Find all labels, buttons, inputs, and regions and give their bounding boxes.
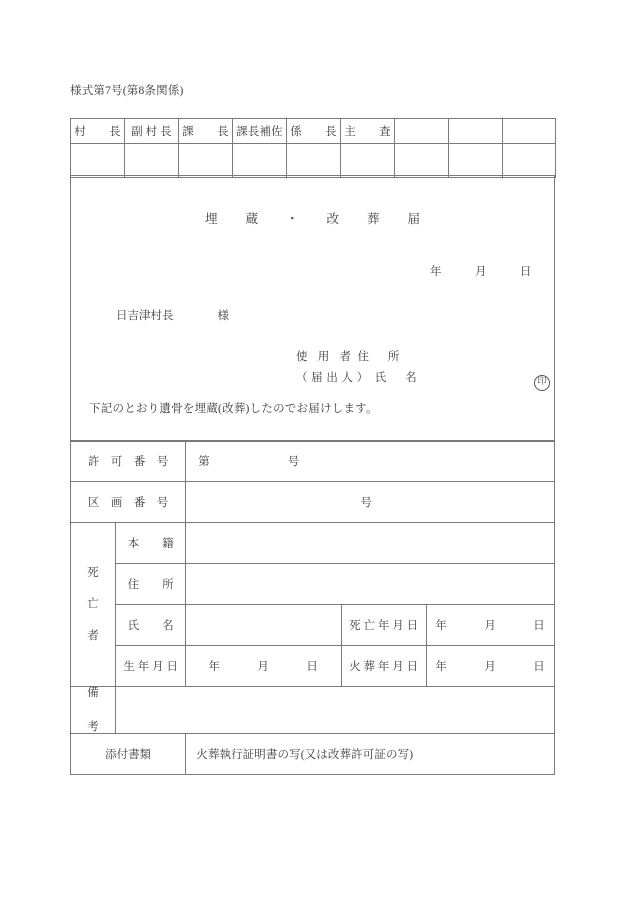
attachments-label: 添付書類 (71, 734, 186, 775)
approval-stamp-cell-3[interactable] (179, 144, 233, 178)
date-month-label: 月 (474, 266, 488, 278)
remarks-label-char-2: 考 (87, 721, 99, 734)
seal-mark-character: 印 (534, 375, 550, 391)
applicant-user-label: 使 用 者 (296, 351, 355, 363)
applicant-address-row (296, 347, 420, 368)
table-row-deceased-address (71, 564, 555, 605)
approval-header-blank-3 (503, 119, 556, 144)
deceased-label-char-1: 死 (87, 567, 99, 580)
letter-cell (71, 176, 555, 442)
remarks-label-char-1: 備 (87, 687, 99, 699)
table-row-deceased-name (71, 605, 555, 646)
applicant-address-label: 住 所 (357, 351, 404, 363)
cremation-date-year-label: 年 (435, 661, 448, 673)
approval-stamp-cell-6[interactable] (341, 144, 395, 178)
approval-header-son-cho: 村 長 (71, 119, 125, 144)
page-title: 埋 蔵 ・ 改 葬 届 (204, 212, 428, 226)
approval-stamp-cell-4[interactable] (233, 144, 287, 178)
attachments-value: 火葬執行証明書の写(又は改葬許可証の写) (196, 749, 414, 762)
deceased-label-char-2: 亡 (87, 598, 99, 611)
table-row-remarks (71, 687, 555, 734)
permit-number-suffix: 号 (287, 456, 300, 468)
approval-header-ka-cho-hosa: 課長補佐 (233, 119, 287, 144)
attachments-value-cell (186, 734, 555, 775)
table-row (71, 144, 556, 178)
approval-stamp-cell-7[interactable] (395, 144, 449, 178)
approval-header-blank-1 (395, 119, 449, 144)
cremation-date-month-label: 月 (484, 661, 497, 673)
declaration-statement: 下記のとおり遺骨を埋蔵(改葬)したのでお届けします。 (89, 403, 378, 415)
table-row-permit-number (71, 441, 555, 482)
table-row-deceased-honseki (71, 523, 555, 564)
table-row-deceased-birth (71, 646, 555, 687)
cremation-date-day-label: 日 (533, 661, 546, 673)
remarks-value[interactable] (116, 687, 555, 734)
deceased-honseki-label: 本 籍 (116, 523, 186, 564)
seal-stamp-icon (534, 369, 550, 391)
date-of-birth-value-cell[interactable] (186, 646, 341, 687)
date-year-label: 年 (429, 266, 443, 278)
date-of-death-label: 死 亡 年 月 日 (341, 605, 426, 646)
submission-date-line (430, 263, 532, 279)
applicant-name-label: 氏 名 (374, 372, 421, 384)
applicant-block (296, 347, 547, 389)
table-row (71, 119, 556, 144)
approval-header-blank-2 (449, 119, 503, 144)
permit-number-label: 許 可 番 号 (71, 441, 186, 482)
section-number-value-cell[interactable] (186, 482, 555, 523)
date-of-death-value-cell[interactable] (426, 605, 554, 646)
deceased-name-label: 氏 名 (116, 605, 186, 646)
deceased-address-value[interactable] (186, 564, 555, 605)
remarks-label (71, 687, 116, 734)
permit-number-value-cell[interactable] (186, 441, 555, 482)
approval-header-fuku-son-cho: 副 村 長 (125, 119, 179, 144)
approval-stamp-cell-8[interactable] (449, 144, 503, 178)
date-of-birth-month-label: 月 (257, 661, 270, 673)
letter-heading-box (70, 175, 555, 442)
approval-stamp-cell-9[interactable] (503, 144, 556, 178)
deceased-label-char-3: 者 (87, 629, 99, 642)
approval-stamp-cell-2[interactable] (125, 144, 179, 178)
details-table (70, 440, 555, 775)
permit-number-prefix: 第 (198, 456, 210, 468)
cremation-date-label: 火 葬 年 月 日 (341, 646, 426, 687)
deceased-address-label: 住 所 (116, 564, 186, 605)
approval-stamp-table (70, 118, 556, 178)
applicant-name-row (296, 368, 547, 389)
approval-header-ka-cho: 課 長 (179, 119, 233, 144)
deceased-group-label (71, 523, 116, 687)
addressee-honorific: 様 (217, 310, 229, 322)
date-of-birth-day-label: 日 (306, 661, 319, 673)
deceased-name-value[interactable] (186, 605, 341, 646)
approval-header-kakari-cho: 係 長 (287, 119, 341, 144)
date-of-birth-year-label: 年 (208, 661, 221, 673)
applicant-notifier-label: （届出人） (296, 372, 372, 384)
date-of-death-year-label: 年 (435, 620, 448, 632)
form-number-label: 様式第7号(第8条関係) (70, 85, 184, 97)
date-of-death-day-label: 日 (533, 620, 546, 632)
addressee-office: 日吉津村長 (116, 310, 174, 322)
date-day-label: 日 (519, 266, 532, 278)
approval-stamp-cell-1[interactable] (71, 144, 125, 178)
approval-stamp-cell-5[interactable] (287, 144, 341, 178)
section-number-label: 区 画 番 号 (71, 482, 186, 523)
date-of-birth-label: 生 年 月 日 (116, 646, 186, 687)
date-of-death-month-label: 月 (484, 620, 497, 632)
table-row-section-number (71, 482, 555, 523)
section-number-suffix: 号 (360, 497, 372, 509)
table-row (71, 176, 555, 442)
deceased-honseki-value[interactable] (186, 523, 555, 564)
table-row-attachments (71, 734, 555, 775)
approval-header-shusa: 主 査 (341, 119, 395, 144)
cremation-date-value-cell[interactable] (426, 646, 554, 687)
addressee-line (116, 307, 229, 323)
